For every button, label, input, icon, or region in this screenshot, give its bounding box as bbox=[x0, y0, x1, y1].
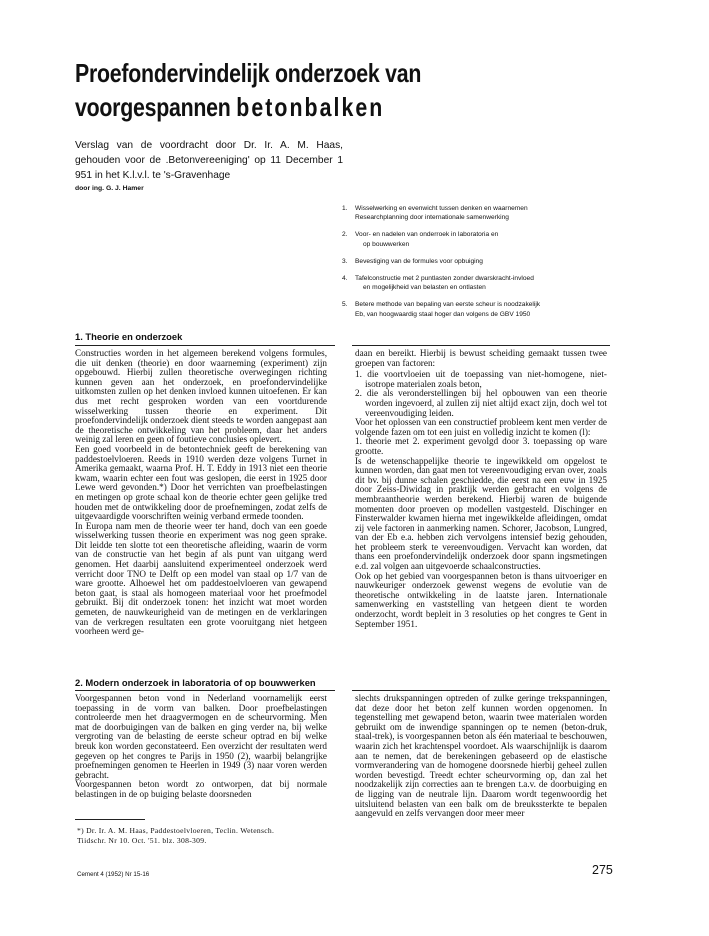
title-word-betonbalken: betonbalken bbox=[236, 92, 385, 122]
section-2-left-column bbox=[75, 694, 327, 800]
toc-number: 1. bbox=[342, 205, 348, 212]
section-2-heading: 2. Modern onderzoek in laboratoria of op bouwwerken bbox=[75, 677, 316, 688]
toc-item bbox=[342, 204, 642, 222]
toc-item bbox=[342, 274, 642, 292]
list-item: 2. die als veronderstellingen bij hel opbouwen van een theorie worden ingevoerd, al zullen zij niet altijd exact zijn, doch wel tot vereenvoudiging leiden. bbox=[355, 388, 607, 418]
paragraph: daan en bereikt. Hierbij is bewust scheiding gemaakt tussen twee groepen van factoren: bbox=[355, 348, 607, 368]
footnote bbox=[77, 826, 337, 846]
footnote-line: Tiidschr. Nr 10. Oct. '51. blz. 308-309. bbox=[77, 836, 207, 845]
paragraph: Voorgespannen beton vond in Nederland voornamelijk eerst toepassing in de vorm van balken. Door proefbelastingen controleerde men het draagvermogen en de scheurvorming. Men mat de doorbuigingen van de balken en ging verder na, bij welke vergroting van de belasting de eerste scheur optrad en bij welke breuk kon worden geconstateerd. Een overzicht der resultaten werd gegeven op het congres te Parijs in 1950 (2), waarbij belangrijke proefnemingen genomen te Heerlen in 1949 (3) naar voren werden gebracht. bbox=[75, 693, 327, 780]
toc-line: Eb, van hoogwaardig staal hoger dan volgens de GBV 1950 bbox=[355, 310, 531, 318]
toc-number: 2. bbox=[342, 231, 348, 239]
footnote-line: *) Dr. Ir. A. M. Haas, Paddestoelvloeren, Teclin. Wetensch. bbox=[77, 826, 275, 835]
article-title bbox=[75, 56, 534, 124]
toc-number: 3. bbox=[342, 257, 348, 265]
toc-line: Wisselwerking en evenwicht tussen denken en waarnemen bbox=[355, 205, 528, 212]
toc-line: Betere methode van bepaling van eerste scheur is noodzakelijk bbox=[355, 301, 541, 309]
section-1-rule-right bbox=[352, 345, 610, 346]
paragraph: 1. theorie met 2. experiment gevolgd door 3. toepassing op ware grootte. bbox=[355, 436, 607, 456]
toc-line: en mogelijkheid van belasten en ontlasten bbox=[363, 284, 486, 292]
paragraph: Is de wetenschappelijke theorie te ingewikkeld om opgelost te kunnen worden, dan gaat men tot vereenvoudiging ervan over, zoals dit bv. bij dunne schalen geschiedde, die eerst na een euw in 1925 door Zeiss-Diwidag in praktijk werden gebracht en volgens de membraantheorie werden berekend. Hierbij waren de buigende momenten door proeven op modellen vastgesteld. Dischinger en Finsterwalder kwamen hierna met ingewikkelde afleidingen, omdat zij vele factoren in aanmerking namen. Schorer, Jacobson, Lungred, van der Eb e.a. hebben zich vervolgens intensief bezig gehouden, het probleem sterk te vereenvoudigen. Vervacht kan worden, dat thans een proefondervindelijk onderzoek door spann ingsmetingen e.d. zal volgen aan uitgevoerde schaalconstructies. bbox=[355, 455, 607, 572]
title-line-1: Proefondervindelijk onderzoek van bbox=[75, 58, 422, 88]
toc-line: Tafelconstructie met 2 puntlasten zonder dwarskracht-invloed bbox=[355, 275, 534, 283]
table-of-contents bbox=[342, 204, 642, 327]
section-2-right-column bbox=[355, 694, 607, 819]
paragraph: Ook op het gebied van voorgespannen beton is thans uitvoeriger en nauwkeuriger onderzoek gewenst wegens de evolutie van de theoretische ontwikkeling in de laatste jaren. Internationale samenwerking en vaststelling van hetgeen dient te worden onderzocht, wordt bepleit in 3 resoluties op het congres te Gent in September 1951. bbox=[355, 570, 607, 629]
toc-line: Bevestiging van de formules voor opbuiging bbox=[355, 257, 483, 265]
paragraph: In Europa nam men de theorie weer ter hand, doch van een goede wisselwerking tussen theorie en experiment was nog geen sprake. Dit leidde ten slotte tot een theoretische afleiding, waarin de vorm van de constructie van het begin af als punt van uitgang werd genomen. Het daarbij aansluitend experimenteel onderzoek werd verricht door TNO te Delft op een model van staal op 1/7 van de ware grootte. Alhoewel het om paddestoelvloeren van gewapend beton gaat, is staal als homogeen materiaal voor het proefmodel gebruikt. Bij dit onderzoek tonen: het inzicht wat moet worden gemeten, de nauwkeurigheid van de metingen en de verklaringen van de verkregen resultaten een grote vooruitgang niet hetgeen voorheen werd ge- bbox=[75, 520, 327, 637]
journal-reference: Cement 4 (1952) Nr 15-16 bbox=[77, 871, 150, 878]
paragraph: slechts drukspanningen optreden of zulke geringe trekspanningen, dat deze door het beton zelf kunnen worden opgenomen. In tegenstelling met gewapend beton, waarin twee materialen worden gebruikt om de inwendige spanningen op te nemen (beton-druk, staal-trek), is voorgespannen beton als één materiaal te beschouwen, waarin zich het krachtenspel voordoet. Als waarschijnlijk is daarom aan te nemen, dat de berekeningen gebaseerd op de elastische vormverandering van de homogene doorsnede hierbij geheel zullen worden bevestigd. Treedt echter scheurvorming op, dan zal het noodzakelijk zijn correcties aan te brengen t.a.v. de doorbuiging en de ligging van de neutrale lijn. Daarom wordt tegenwoordig het uitsluitend belasten van een balk om de breukssterkte te bepalen aangevuld en zelfs vervangen door meer meer bbox=[355, 693, 607, 819]
paragraph: Voorgespannen beton wordt zo ontworpen, dat bij normale belastingen in de op buiging belaste doorsneden bbox=[75, 779, 327, 799]
section-1-left-column bbox=[75, 349, 327, 637]
toc-line: Researchplanning door internationale samenwerking bbox=[355, 214, 509, 222]
toc-line: op bouwwerken bbox=[363, 240, 410, 248]
section-2-rule-left bbox=[75, 690, 335, 691]
toc-item bbox=[342, 257, 642, 266]
section-1-rule-left bbox=[75, 345, 335, 346]
paragraph: Constructies worden in het algemeen berekend volgens formules, die uit denken (theorie) en door waarneming (experiment) zijn opgebouwd. Hierbij zullen theoretische overwegingen richting kunnen geven aan het onderzoek, en proefondervindelijke uitkomsten zullen op het denken invloed kunnen uitoefenen. Er kan dus met recht gesproken worden van een voortdurende wisselwerking tussen theorie en experiment. Dit proefondervindelijk onderzoek dient steeds te worden aangepast aan de theoretische ontwikkeling van het probleem, daar het anders weinig zal leren en geen of foutieve conclusies oplevert. bbox=[75, 348, 327, 445]
paragraph: Een goed voorbeeld in de betontechniek geeft de berekening van paddestoelvloeren. Reeds in 1910 werden deze volgens Turnet in Amerika gemaakt, waarna Prof. H. T. Eddy in 1913 niet een theorie kwam, waarin echter een fout was geslopen, die eerst in 1925 door Lewe werd gevonden.*) Door het verrichten van proefbelastingen en metingen op grote schaal kon de theorie echter geen gelijke tred houden met de ontwikkeling door de proefnemingen, zodat zelfs de uitgevaardigde voorschriften weinig verband ermede toonden. bbox=[75, 443, 327, 522]
page-number: 275 bbox=[592, 863, 613, 877]
title-word-voorgespannen: voorgespannen bbox=[75, 92, 231, 122]
toc-number: 5. bbox=[342, 301, 348, 309]
footnote-rule bbox=[75, 819, 145, 820]
title-line-2 bbox=[75, 90, 534, 124]
toc-item bbox=[342, 230, 642, 248]
article-subtitle: Verslag van de voordracht door Dr. Ir. A. M. Haas, gehouden voor de .Betonvereeniging' op 11 December 1 951 in het K.l.v.l. te 's-Gravenhage bbox=[75, 140, 343, 181]
paragraph: Voor het oplossen van een constructief probleem kent men verder de volgende fazen om tot een juist en volledig inzicht te komen (l): bbox=[355, 417, 607, 437]
list-item: 1. die voortvloeien uit de toepassing van niet-homogene, niet-isotrope materialen zoals beton, bbox=[355, 369, 607, 389]
section-1-right-column bbox=[355, 349, 607, 629]
article-author: door ing. G. J. Hamer bbox=[75, 185, 144, 192]
section-1-heading: 1. Theorie en onderzoek bbox=[75, 331, 183, 342]
section-2-rule-right bbox=[352, 690, 610, 691]
toc-line: Voor- en nadelen van onderroek in laboratoria en bbox=[355, 231, 499, 239]
toc-number: 4. bbox=[342, 275, 348, 283]
toc-item bbox=[342, 300, 642, 318]
